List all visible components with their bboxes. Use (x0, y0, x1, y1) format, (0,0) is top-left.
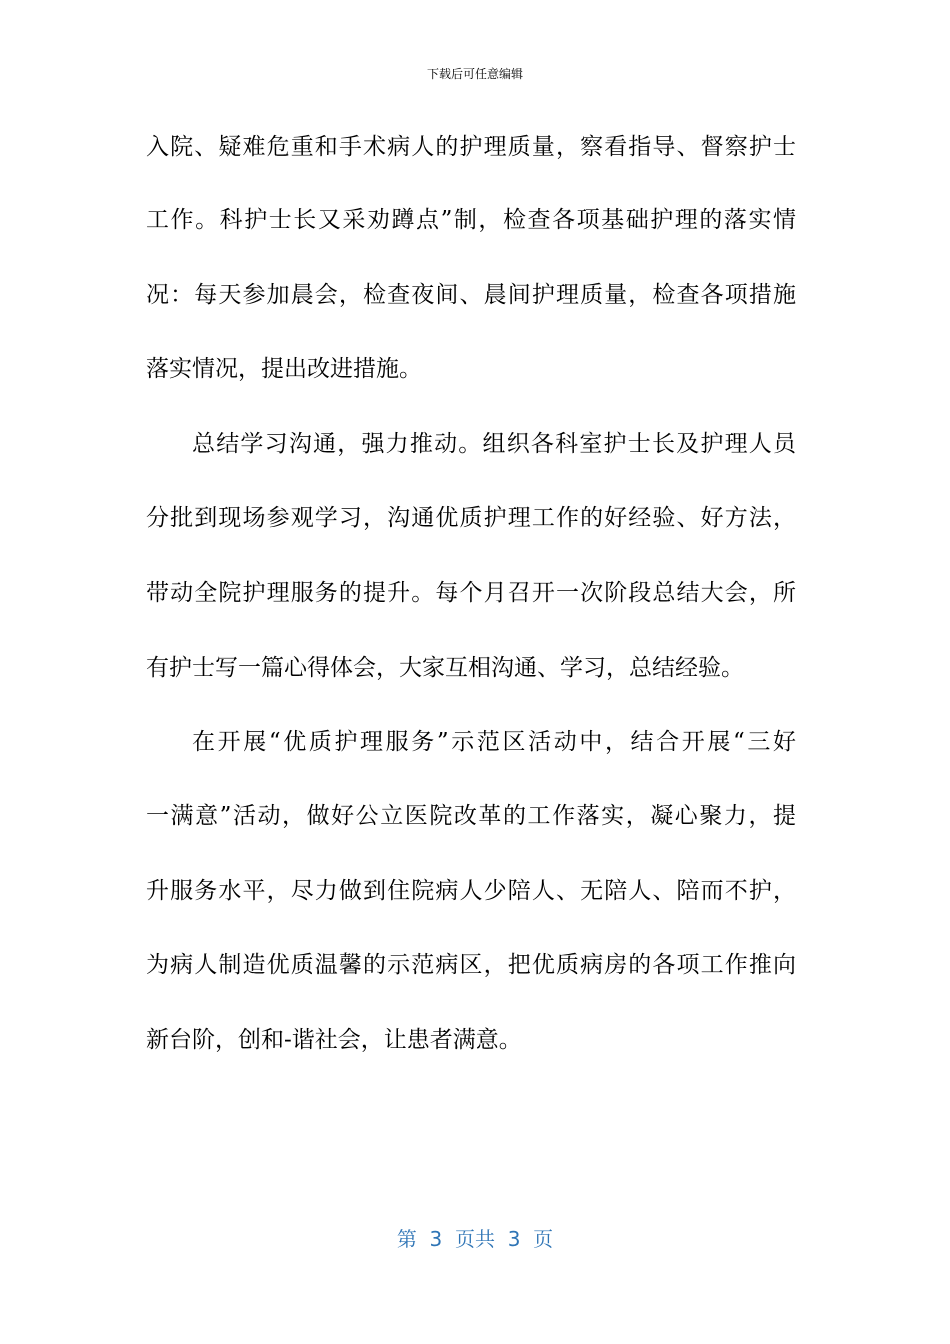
text-line: 带动全院护理服务的提升。每个月召开一次阶段总结大会，所 (146, 580, 796, 606)
text-line: 落实情况，提出改进措施。 (146, 356, 422, 382)
text-line: 入院、疑难危重和手术病人的护理质量，察看指导、督察护士 (146, 134, 796, 160)
text-line: 分批到现场参观学习，沟通优质护理工作的好经验、好方法， (146, 505, 796, 531)
text-line: 况：每天参加晨会，检查夜间、晨间护理质量，检查各项措施 (146, 282, 796, 308)
text-line: 工作。科护士长又采劝蹲点”制，检查各项基础护理的落实情 (146, 207, 796, 233)
paragraph-first-line: 在开展“优质护理服务”示范区活动中，结合开展“三好 (192, 729, 796, 755)
page-footer: 第 3 页共 3 页 (396, 1227, 554, 1251)
text-line: 有护士写一篇心得体会，大家互相沟通、学习，总结经验。 (146, 655, 744, 681)
text-line: 新台阶，创和-谐社会，让患者满意。 (146, 1027, 522, 1053)
text-line: 为病人制造优质温馨的示范病区，把优质病房的各项工作推向 (146, 952, 796, 978)
text-line: 升服务水平，尽力做到住院病人少陪人、无陪人、陪而不护， (146, 878, 796, 904)
page-header: 下载后可任意编辑 (426, 67, 523, 81)
text-line: 一满意”活动，做好公立医院改革的工作落实，凝心聚力，提 (146, 803, 796, 829)
paragraph-first-line: 总结学习沟通，强力推动。组织各科室护士长及护理人员 (192, 431, 796, 457)
